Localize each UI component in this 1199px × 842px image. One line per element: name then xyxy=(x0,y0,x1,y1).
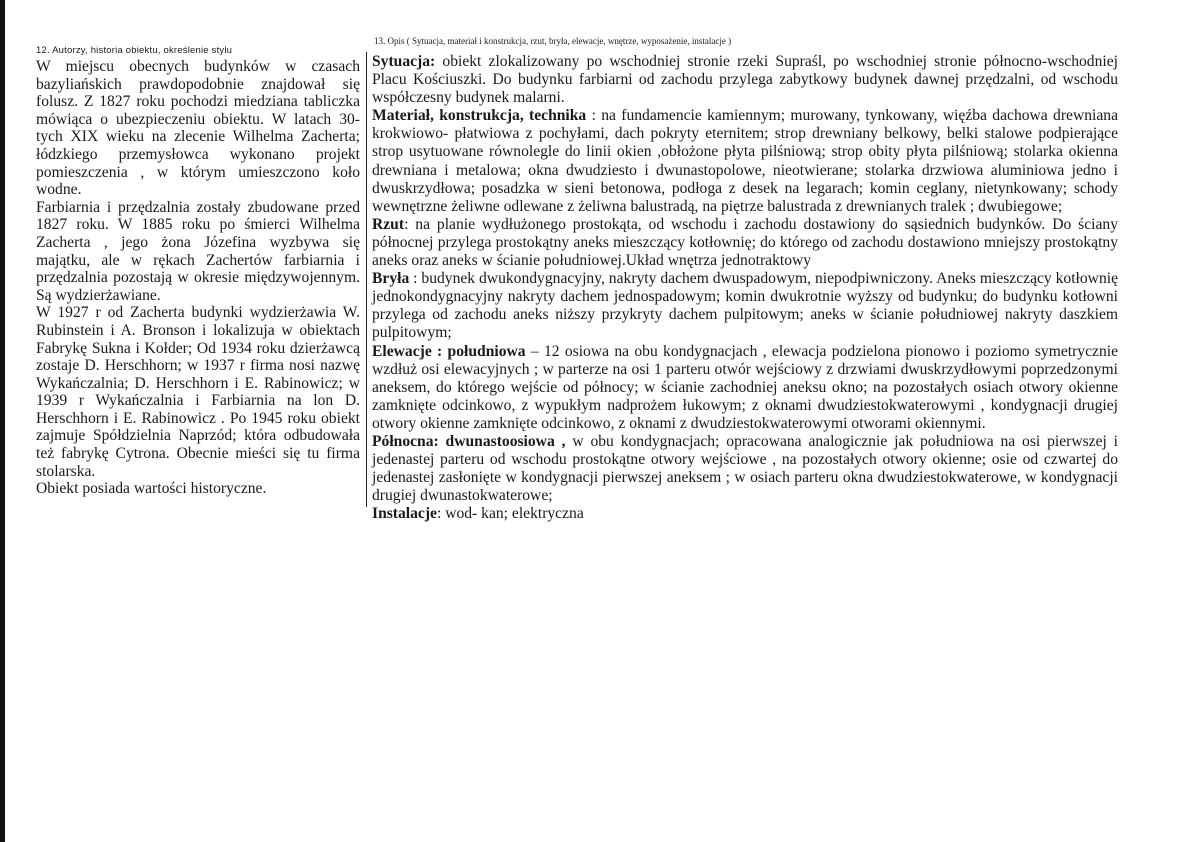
material-paragraph xyxy=(372,107,1118,216)
history-paragraph-2: Farbiarnia i przędzalnia zostały zbudowane przed 1827 roku. W 1885 roku po śmierci Wilhelma Zacherta , jego żona Józefina wyzbywa się majątku, ale w rękach Zachertów farbiarnia i przędzalnia pozostają w okresie międzywojennym. Są wydzierżawiane. xyxy=(36,198,360,304)
rzut-extra: Układ wnętrza jednotraktowy xyxy=(625,252,812,270)
bryla-text: : budynek dwukondygnacyjny, nakryty dachem dwuspadowym, niepodpiwniczony. Aneks mieszczący kotłownię jednokondygnacyjny nakryty dachem jednospadowym; komin dwukrotnie wyższy od budynku; do budynku kotłowni przylega od zachodu aneks niższy przykryty dachem pulpitowym; aneks w ścianie południowej nakryty daszkiem pulpitowym; xyxy=(372,270,1118,342)
rzut-paragraph xyxy=(372,216,1118,270)
elewacje-label: Elewacje : południowa xyxy=(372,342,526,360)
column-divider xyxy=(366,52,367,507)
description-column xyxy=(372,53,1118,523)
elewacje-paragraph xyxy=(372,343,1118,433)
polnocna-label: Północna: dwunastoosiowa , xyxy=(372,432,566,450)
sytuacja-text: obiekt zlokalizowany po wschodniej stronie rzeki Supraśl, po wschodniej stronie północno-wschodniej Placu Kościuszki. Do budynku farbiarni od zachodu przylega zabytkowy budynek dawnej przędzalni, od wschodu współczesny budynek malarni. xyxy=(372,53,1118,107)
polnocna-paragraph xyxy=(372,433,1118,505)
history-paragraph-1: W miejscu obecnych budynków w czasach bazyliańskich prawdopodobnie znajdował się folusz. Z 1827 roku pochodzi miedziana tabliczka mówiąca o ubezpieczeniu obiektu. W latach 30-tych XIX wieku na zlecenie Wilhelma Zacherta; łódzkiego przemysłowca wykonano projekt pomieszczenia , w którym umieszczono koło wodne. xyxy=(36,58,360,199)
history-paragraph-3: W 1927 r od Zacherta budynki wydzierżawia W. Rubinstein i A. Bronson i lokalizuja w obiektach Fabrykę Sukna i Kołder; Od 1934 roku dzierżawcą zostaje D. Herschhorn; w 1937 r firma nosi nazwę Wykańczalnia; D. Herschhorn i E. Rabinowicz; w 1939 r Wykańczalnia i Farbiarnia na lon D. Herschhorn i E. Rabinowicz . Po 1945 roku obiekt zajmuje Spółdzielnia Naprzód; która odbudowała też fabrykę Cytrona. Obecnie mieści się tu firma stolarska. xyxy=(36,304,360,480)
rzut-text: : na planie wydłużonego prostokąta, od wschodu i zachodu dostawiony do sąsiednich budynków. Do ściany północnej przylega prostokątny aneks mieszczący kotłownię; do którego od zachodu dostawiono mniejszy prostokątny aneks oraz aneks w ścianie południowej. xyxy=(372,215,1118,270)
instalacje-text: : wod- kan; elektryczna xyxy=(436,505,584,523)
material-label: Materiał, konstrukcja, technika xyxy=(372,107,587,125)
description-section-header: 13. Opis ( Sytuacja, materiał i konstrukcja, rzut, bryła, elewacje, wnętrze, wyposażenie, instalacje ) xyxy=(374,36,732,46)
history-column xyxy=(36,58,360,498)
material-text: : na fundamencie kamiennym; murowany, tynkowany, więźba dachowa drewniana krokwiowo- płatwiowa z pochyłami, dach pokryty eternitem; strop drewniany belkowy, belki stalowe podpierające strop usytuowane równolegle do linii okien ,obłożone płyta pilśniową; strop obity płyta pilśniową; stolarka okienna drewniana i metalowa; okna dwudziesto i dwunastopolowe, nieotwierane; stolarka drzwiowa aluminiowa jedno i dwuskrzydłowa; posadzka w sieni betonowa, podłoga z desek na legarach; komin ceglany, nietynkowany; schody wewnętrzne żeliwne odlewane z żeliwna balustradą, na piętrze balustrada z drewnianych tralek ; dwubiegowe; xyxy=(372,107,1118,215)
rzut-label: Rzut xyxy=(372,215,405,233)
history-paragraph-4: Obiekt posiada wartości historyczne. xyxy=(36,480,267,498)
bryla-label: Bryła xyxy=(372,270,410,288)
instalacje-paragraph xyxy=(372,505,1118,523)
sytuacja-label: Sytuacja: xyxy=(372,53,436,70)
history-section-header: 12. Autorzy, historia obiektu, określenie stylu xyxy=(36,45,233,56)
bryla-paragraph xyxy=(372,270,1118,342)
sytuacja-paragraph xyxy=(372,53,1118,107)
instalacje-label: Instalacje xyxy=(372,505,437,523)
page-edge-shadow xyxy=(0,0,5,842)
elewacje-text: – 12 osiowa na obu kondygnacjach , elewacja podzielona pionowo i poziomo symetrycznie wzdłuż osi elewacyjnych ; w parterze na osi 1 parteru otwór wejściowy z drzwiami dwuskrzydłowymi poprzedzonymi aneksem, do którego wejście od północy; w ścianie zachodniej aneksu okno; na pozostałych osiach otwory okienne zamknięte odcinkowo, z wypukłym nadprożem łukowym; z oknami dwudziestokwaterowymi , kondygnacji drugiej otwory okienne zamknięte odcinkowo, z oknami z dwudziestokwaterowymi otworami okiennymi. xyxy=(372,342,1118,432)
polnocna-text: w obu kondygnacjach; opracowana analogicznie jak południowa na osi pierwszej i jedenastej parteru od wschodu prostokątne otwory wejściowe , na pozostałych otwory okienne; osie od czwartej do jedenastej zasłonięte w kondygnacji pierwszej aneksem ; w osiach parteru okna dwudziestokwaterowe, w kondygnacji drugiej dwunastokwaterowe; xyxy=(372,432,1118,505)
